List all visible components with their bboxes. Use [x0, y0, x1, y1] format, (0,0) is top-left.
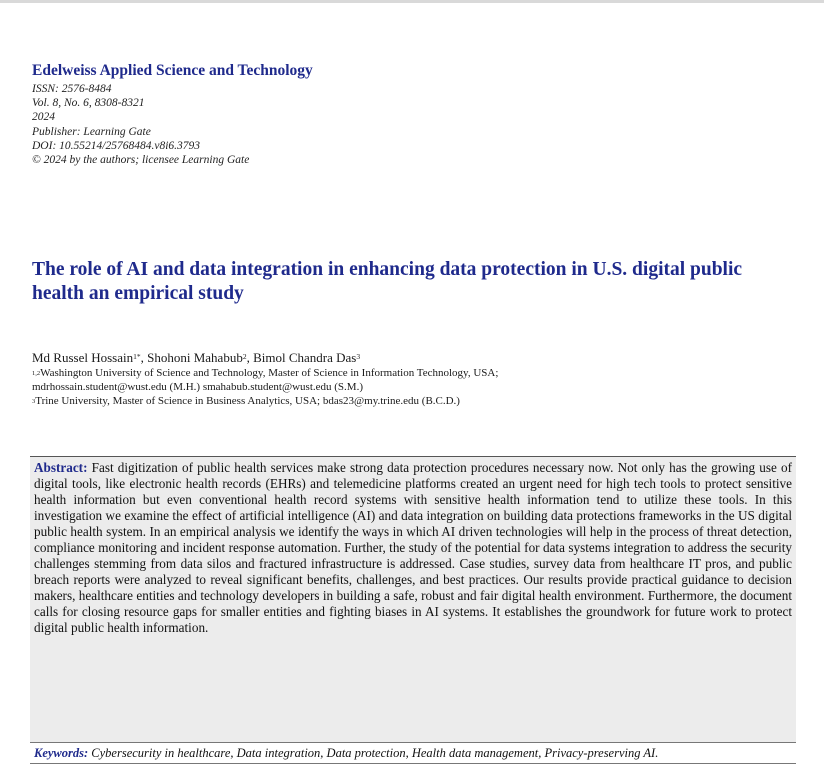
- affiliation-line-1: [32, 367, 792, 381]
- affiliation-line-3: [32, 395, 792, 409]
- affiliation-superscript: 3: [32, 398, 36, 405]
- author-name: Shohoni Mahabub: [147, 350, 243, 365]
- journal-header: [32, 62, 732, 167]
- abstract-label: Abstract:: [34, 460, 88, 475]
- abstract-box: [30, 456, 796, 742]
- journal-doi[interactable]: DOI: 10.55214/25768484.v8i6.3793: [32, 139, 201, 152]
- abstract-paragraph: [34, 460, 792, 636]
- journal-issn: ISSN: 2576-8484: [32, 83, 112, 95]
- paper-title: The role of AI and data integration in enhancing data protection in U.S. digital public health an empirical study: [32, 259, 743, 304]
- author-superscript: 1*: [133, 352, 141, 361]
- author-separator: ,: [246, 350, 254, 365]
- author-name: Md Russel Hossain: [32, 350, 134, 365]
- journal-volume: Vol. 8, No. 6, 8308-8321: [32, 97, 145, 110]
- affiliation-superscript: 1,2: [32, 370, 41, 377]
- affiliation-text: Washington University of Science and Technology, Master of Science in Information Technology, USA;: [40, 367, 499, 379]
- abstract-body: Fast digitization of public health services make strong data protection procedures necessary now. Not only has the growing use of digital tools, like electronic health records (EHRs) and telemedicine platforms created an urgent need for high tech tools to protect sensitive health information but even conventional health record systems with sensitive health information tend to utilize these tools. In this investigation we examine the effect of artificial intelligence (AI) and data integration on building data protections frameworks in the US digital public health system. In an empirical analysis we identify the ways in which AI driven technologies will help in the process of threat detection, compliance monitoring and incident response automation. Further, the study of the potential for data systems integration to address the security challenges stemming from data silos and fractured infrastructure is addressed. Case studies, survey data from healthcare IT pros, and public breach reports were analyzed to reveal significant benefits, challenges, and best practices. Our results provide practical guidance to decision makers, healthcare entities and technology developers in building a safe, robust and fair digital health environment. Furthermore, the document calls for closing resource gaps for smaller entities and fighting biases in AI systems. It establishes the groundwork for future work to protect digital public health information.: [34, 460, 793, 635]
- journal-publisher: Publisher: Learning Gate: [32, 125, 151, 138]
- author-separator: ,: [140, 350, 148, 365]
- journal-name: Edelweiss Applied Science and Technology: [32, 62, 313, 79]
- author-superscript: 2: [242, 352, 247, 361]
- keywords-line: [30, 742, 796, 764]
- keywords-list: Cybersecurity in healthcare, Data integration, Data protection, Health data management, Privacy-preserving AI.: [91, 746, 659, 760]
- affiliation-text: Trine University, Master of Science in Business Analytics, USA; bdas23@my.trine.edu (B.C.D.): [35, 395, 460, 407]
- journal-year: 2024: [32, 111, 55, 124]
- top-divider: [0, 0, 824, 3]
- author-superscript: 3: [356, 352, 361, 361]
- journal-copyright: © 2024 by the authors; licensee Learning Gate: [32, 154, 250, 167]
- affiliation-emails[interactable]: mdrhossain.student@wust.edu (M.H.) smahabub.student@wust.edu (S.M.): [32, 381, 363, 393]
- author-list: [32, 350, 792, 366]
- author-name: Bimol Chandra Das: [253, 350, 357, 365]
- keywords-label: Keywords:: [34, 746, 89, 760]
